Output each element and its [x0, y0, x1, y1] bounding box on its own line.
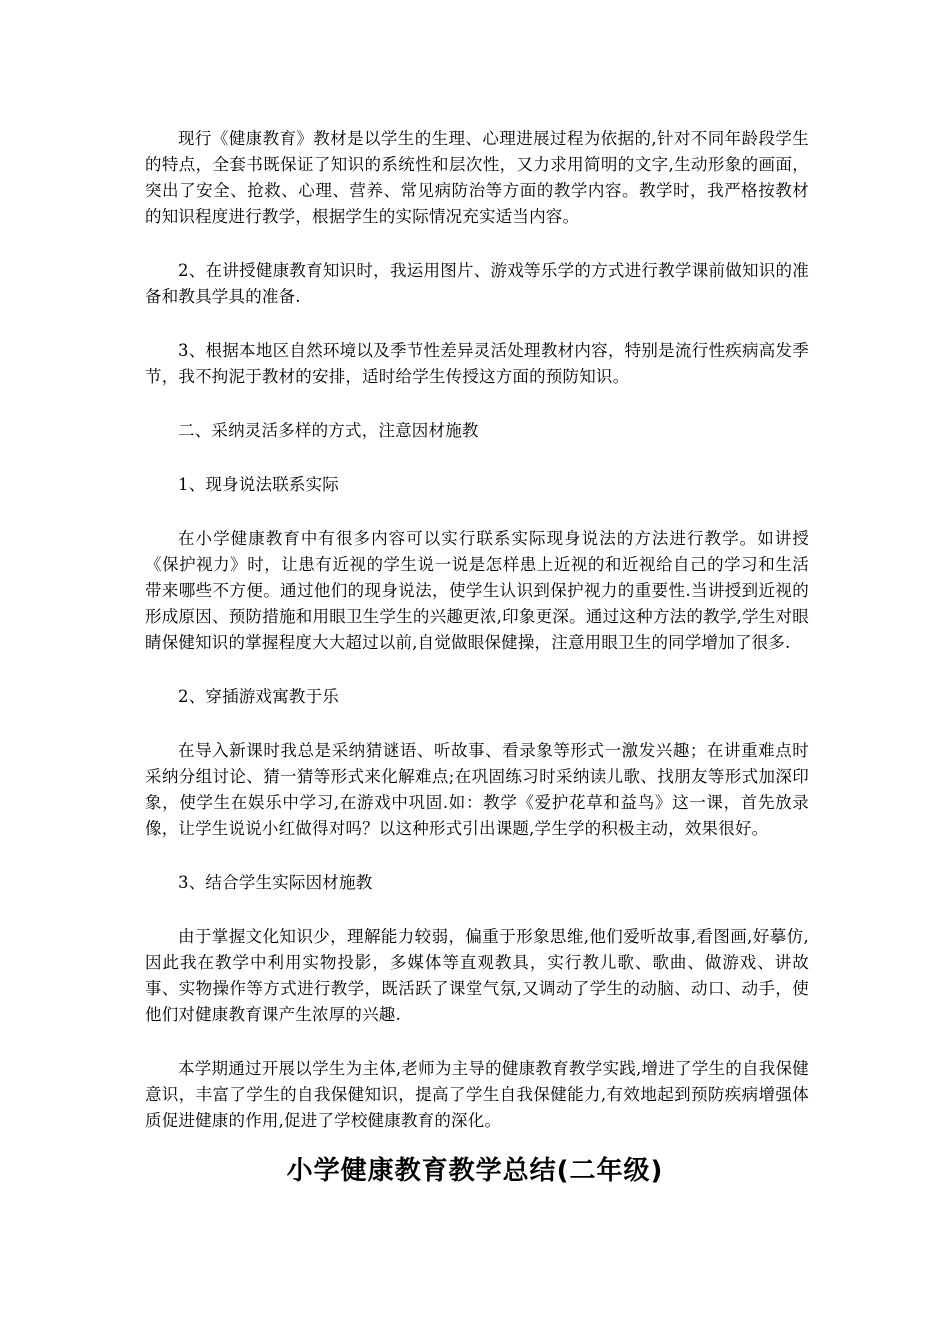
subheading-1: 1、现身说法联系实际 — [178, 475, 339, 494]
paragraph-teaching-aids: 由于掌握文化知识少，理解能力较弱，偏重于形象思维,他们爱听故事,看图画,好摹仿,因此我在教学中利用实物投影，多媒体等直观教具，实行教儿歌、歌曲、做游戏、讲故事、实物操作等方式进行教学，既活跃了课堂气氛,又调动了学生的动脑、动口、动手，使他们对健康教育课产生浓厚的兴趣. — [145, 927, 809, 1024]
paragraph-conclusion: 本学期通过开展以学生为主体,老师为主导的健康教育教学实践,增进了学生的自我保健意识，丰富了学生的自我保健知识，提高了学生自我保健能力,有效地起到预防疾病增强体质促进健康的作用,促进了学校健康教育的深化。 — [145, 1059, 809, 1130]
document-body — [145, 126, 809, 1162]
paragraph-intro: 现行《健康教育》教材是以学生的生理、心理进展过程为依据的,针对不同年龄段学生的特点，全套书既保证了知识的系统性和层次性，又力求用简明的文字,生动形象的画面，突出了安全、抢救、心理、营养、常见病防治等方面的教学内容。教学时，我严格按教材的知识程度进行教学，根据学生的实际情况充实适当内容。 — [145, 129, 809, 226]
subheading-3: 3、结合学生实际因材施教 — [178, 873, 373, 892]
section-heading-2: 二、采纳灵活多样的方式，注意因材施教 — [178, 421, 479, 440]
paragraph-games: 在导入新课时我总是采纳猜谜语、听故事、看录象等形式一激发兴趣；在讲重难点时采纳分组讨论、猜一猜等形式来化解难点;在巩固练习时采纳读儿歌、找朋友等形式加深印象，使学生在娱乐中学习,在游戏中巩固.如：教学《爱护花草和益鸟》这一课，首先放录像，让学生说说小红做得对吗？以这种形式引出课题,学生学的积极主动，效果很好。 — [145, 741, 809, 838]
paragraph-point-2: 2、在讲授健康教育知识时，我运用图片、游戏等乐学的方式进行教学课前做知识的准备和教具学具的准备. — [145, 261, 809, 306]
document-title: 小学健康教育教学总结(二年级) — [286, 1156, 664, 1186]
paragraph-vision: 在小学健康教育中有很多内容可以实行联系实际现身说法的方法进行教学。如讲授《保护视力》时，让患有近视的学生说一说是怎样患上近视的和近视给自己的学习和生活带来哪些不方便。通过他们的现身说法，使学生认识到保护视力的重要性.当讲授到近视的形成原因、预防措施和用眼卫生学生的兴趣更浓,印象更深。通过这种方法的教学,学生对眼睛保健知识的掌握程度大大超过以前,自觉做眼保健操，注意用眼卫生的同学增加了很多. — [145, 529, 809, 652]
paragraph-point-3: 3、根据本地区自然环境以及季节性差异灵活处理教材内容，特别是流行性疾病高发季节，我不拘泥于教材的安排，适时给学生传授这方面的预防知识。 — [145, 341, 809, 386]
subheading-2: 2、穿插游戏寓教于乐 — [178, 687, 339, 706]
